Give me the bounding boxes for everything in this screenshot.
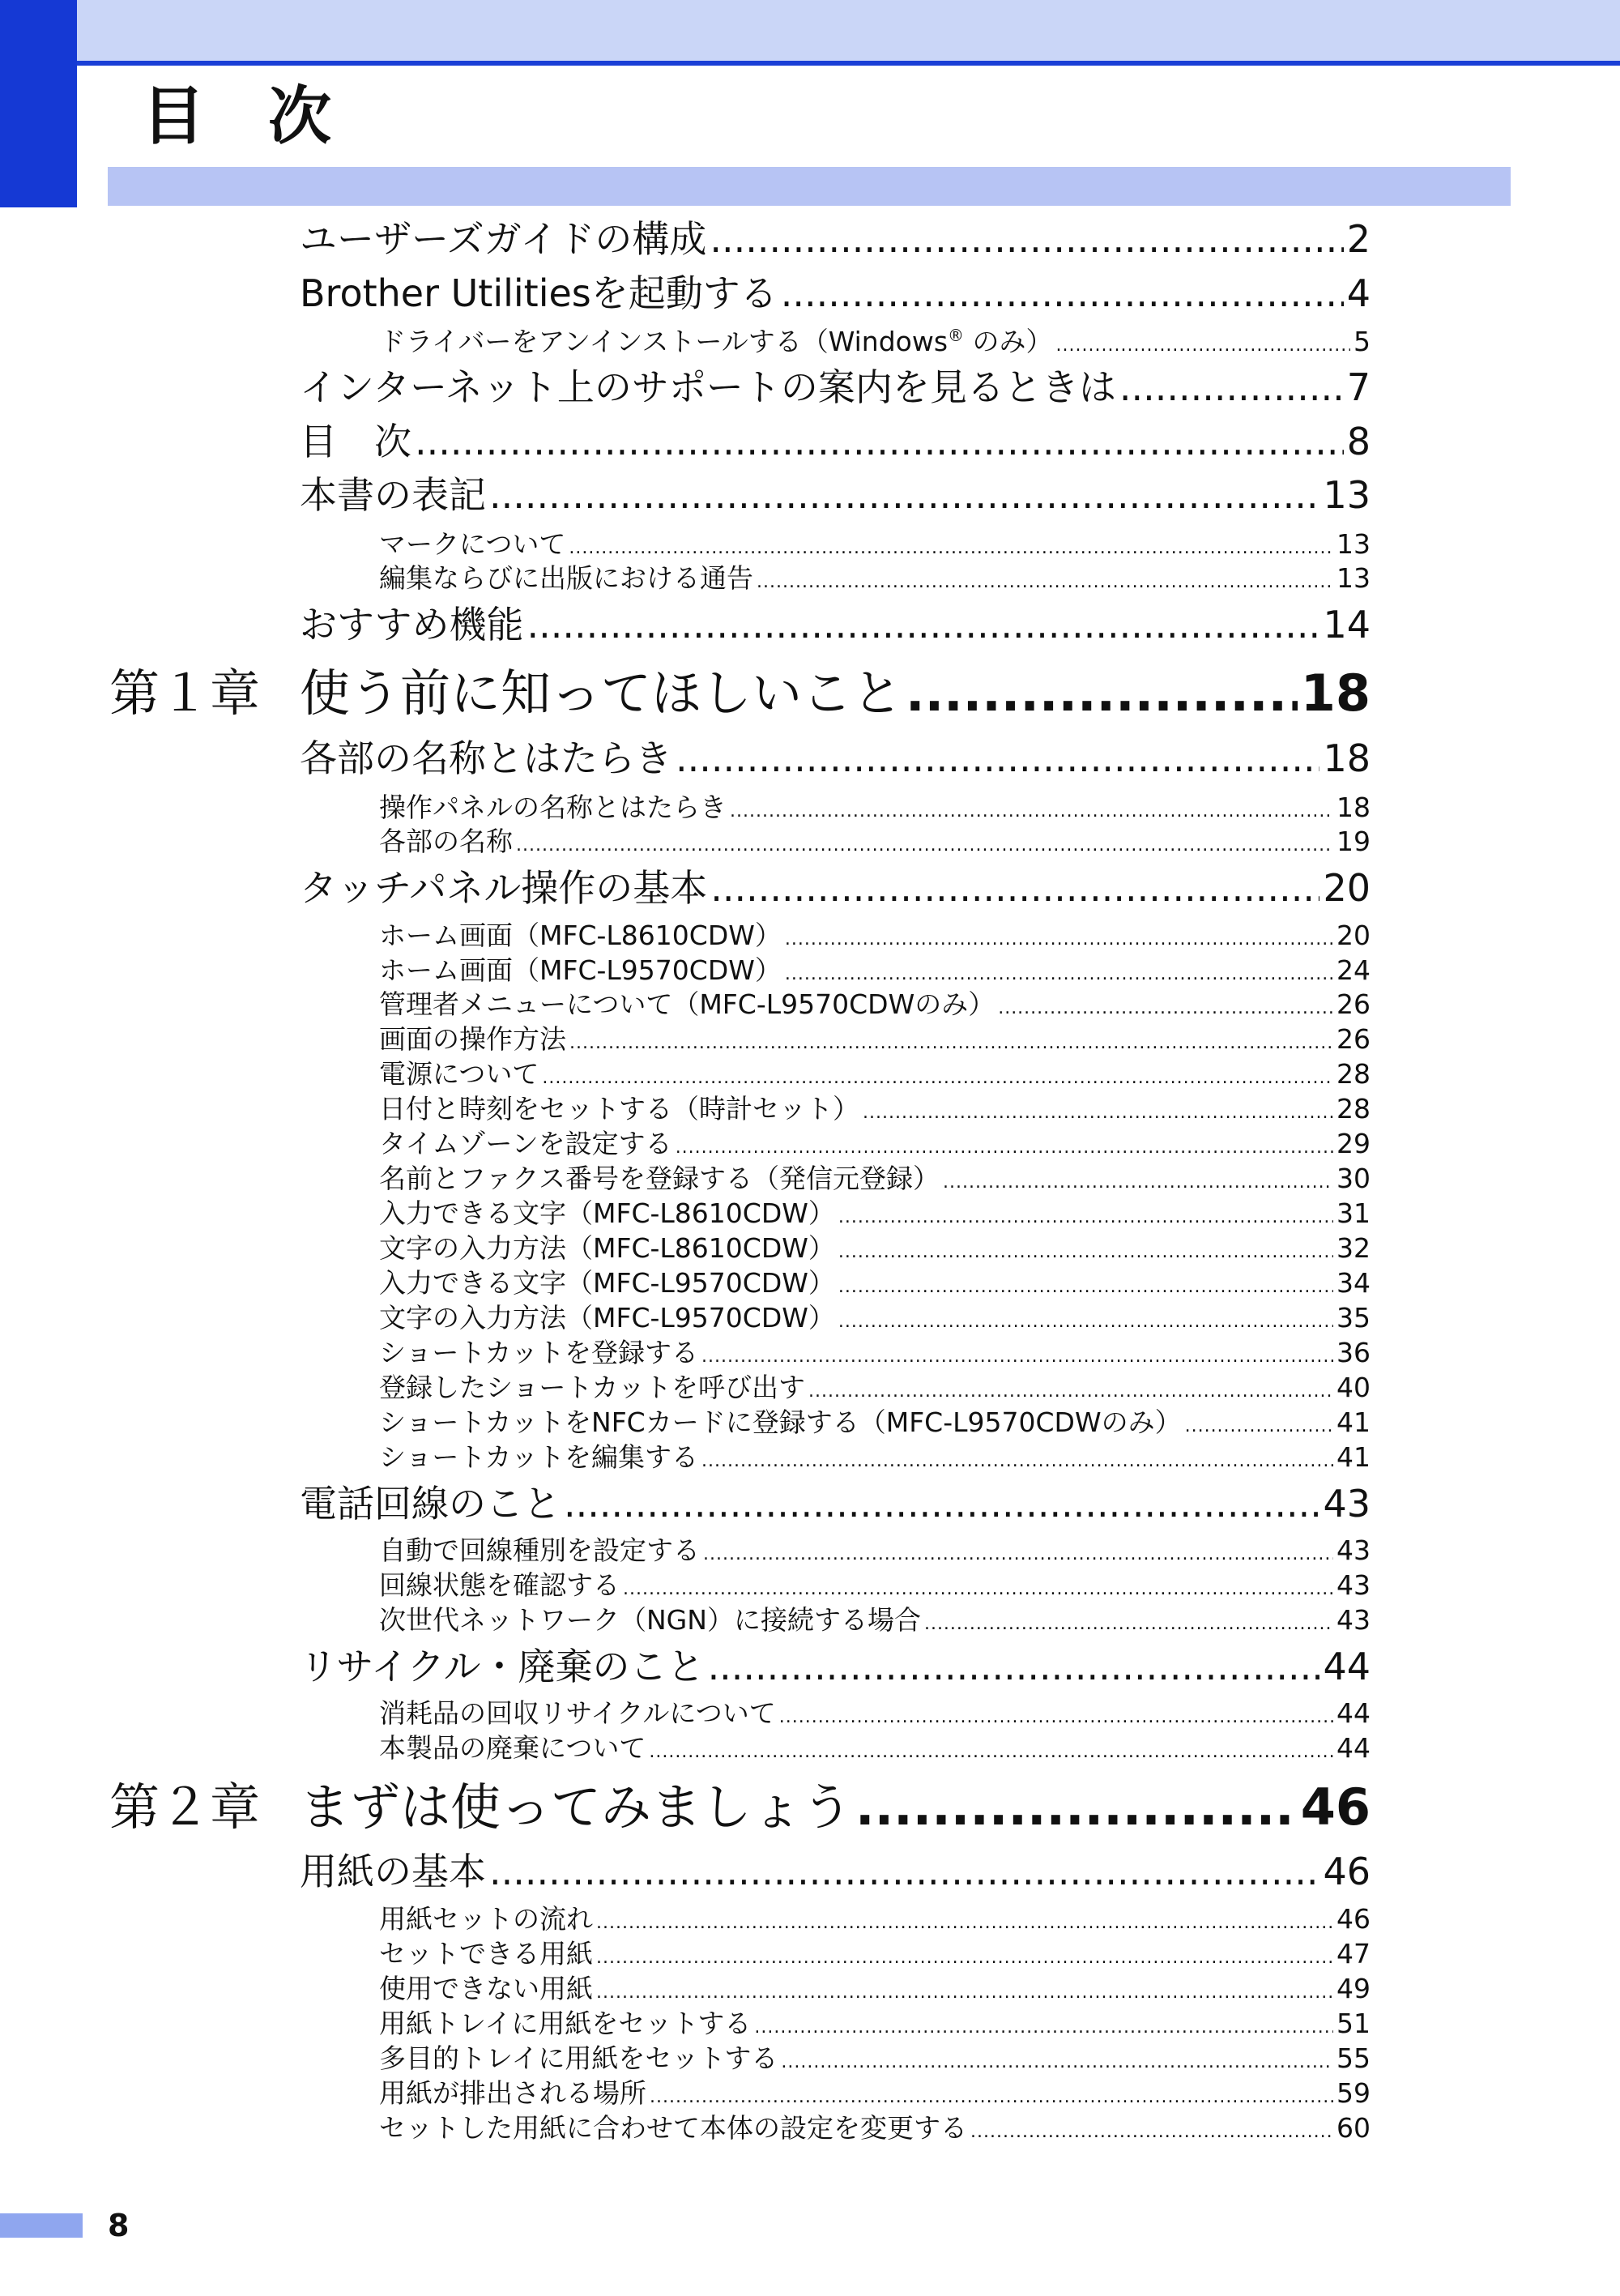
toc-page: 18 [1336,792,1371,823]
toc-sub-entry[interactable] [379,1058,1371,1095]
toc-sub-entry[interactable] [379,328,1371,362]
toc-page: 60 [1336,2112,1371,2144]
toc-page: 20 [1336,920,1371,951]
toc-label: 目 次 [300,420,411,463]
leader-dots [1056,337,1350,355]
leader-dots [710,869,1319,907]
toc-label: 多目的トレイに用紙をセットする [379,2042,778,2074]
toc-sub-entry[interactable] [379,528,1371,565]
toc-label: 文字の入力方法（MFC-L9570CDW） [379,1302,835,1334]
toc-label: 各部の名称とはたらき [300,736,672,780]
toc-page: 46 [1323,1850,1371,1893]
leader-dots [730,803,1333,821]
toc-label: タッチパネル操作の基本 [300,866,708,910]
leader-dots [489,1853,1319,1890]
toc-label: ホーム画面（MFC-L8610CDW） [379,920,782,951]
toc-sub-entry[interactable] [379,954,1371,991]
leader-dots [998,1000,1333,1018]
toc-label: 文字の入力方法（MFC-L8610CDW） [379,1232,835,1264]
leader-dots [924,1615,1333,1633]
toc-page: 43 [1336,1604,1371,1636]
toc-page: 30 [1336,1163,1371,1194]
toc-label: 本書の表記 [300,473,486,517]
toc-page: 19 [1336,826,1371,857]
leader-dots [676,740,1319,777]
toc-sub-entry[interactable] [379,2112,1371,2149]
toc-page: 44 [1336,1732,1371,1764]
toc-sub-entry[interactable] [379,1130,1371,1164]
toc-sub-entry[interactable] [379,1940,1371,1974]
toc-label: 本製品の廃棄について [379,1732,646,1764]
toc-sub-entry[interactable] [379,1197,1371,1234]
leader-dots [542,1069,1333,1087]
toc-label: 自動で回線種別を設定する [379,1534,700,1566]
toc-label: 各部の名称 [379,826,513,857]
toc-sub-entry[interactable] [379,2010,1371,2044]
toc-page: 28 [1336,1058,1371,1090]
toc-section-entry[interactable] [300,473,1371,522]
toc-sub-entry[interactable] [379,1732,1371,1769]
toc-page: 55 [1336,2042,1371,2074]
leader-dots [516,837,1333,855]
toc-label [109,664,903,723]
toc-label-main: ドライバーをアンインストールする（Windows [379,326,949,357]
leader-dots [710,220,1343,258]
toc-page: 13 [1323,473,1371,517]
chapter-number: 第２章 [109,1777,261,1837]
leader-dots [650,2089,1333,2106]
leader-dots [781,275,1344,312]
toc-label: 電話回線のこと [300,1482,561,1526]
toc-sub-entry[interactable] [379,1534,1371,1571]
toc-label: 用紙トレイに用紙をセットする [379,2008,752,2039]
toc-sub-entry[interactable] [379,922,1371,956]
toc-label: 使用できない用紙 [379,1973,593,2004]
toc-label: 用紙が排出される場所 [379,2077,646,2109]
toc-label: 消耗品の回収リサイクルについて [379,1697,776,1729]
leader-dots [970,2123,1333,2141]
toc-sub-entry[interactable] [379,562,1371,599]
toc-label: 登録したショートカットを呼び出す [379,1372,806,1403]
toc-page: 43 [1323,1482,1371,1526]
leader-dots [779,1709,1333,1726]
toc-sub-entry[interactable] [379,1339,1371,1373]
leader-dots [757,574,1333,591]
toc-section-entry[interactable] [300,365,1371,414]
leader-dots [838,1278,1333,1296]
toc-label: 操作パネルの名称とはたらき [379,792,727,823]
toc-label-suffix: のみ） [964,326,1053,357]
toc-label: 用紙セットの流れ [379,1903,593,1935]
leader-dots [781,2054,1333,2072]
toc-label: 用紙の基本 [300,1850,486,1893]
toc-section-entry[interactable] [300,217,1371,266]
toc-page: 40 [1336,1372,1371,1403]
toc-label: タイムゾーンを設定する [379,1128,672,1159]
toc-label: 入力できる文字（MFC-L9570CDW） [379,1267,835,1299]
toc-chapter-entry[interactable] [109,1777,1371,1842]
toc-page: 13 [1336,528,1371,560]
toc-page: 13 [1336,562,1371,594]
toc-sub-entry[interactable] [379,828,1371,862]
toc-label [109,1777,853,1837]
toc-label: 画面の操作方法 [379,1023,566,1055]
toc-page: 26 [1336,988,1371,1020]
toc-sub-entry[interactable] [379,1023,1371,1060]
leader-dots [1119,369,1344,406]
registered-mark: ® [948,326,965,345]
toc-page: 26 [1336,1023,1371,1055]
toc-label [379,328,1053,355]
toc-label: 編集ならびに出版における通告 [379,562,753,594]
toc-chapter-entry[interactable] [109,664,1371,728]
leader-dots [489,476,1319,514]
toc-sub-entry[interactable] [379,1406,1371,1443]
toc-label: ホーム画面（MFC-L9570CDW） [379,954,782,986]
toc-label: 日付と時刻をセットする（時計セット） [379,1093,860,1125]
leader-dots [596,1914,1333,1932]
leader-dots [703,1546,1333,1564]
leader-dots [855,1782,1298,1833]
toc-label: セットできる用紙 [379,1938,593,1970]
toc-sub-entry[interactable] [379,1304,1371,1338]
toc-section-entry[interactable] [300,603,1371,651]
chapter-title: まずは使ってみましょう [300,1777,853,1837]
toc-page: 35 [1336,1302,1371,1334]
toc-page: 32 [1336,1232,1371,1264]
toc-page: 43 [1336,1569,1371,1601]
toc-label: セットした用紙に合わせて本体の設定を変更する [379,2112,967,2144]
toc-page: 44 [1323,1645,1371,1688]
toc-section-entry[interactable] [300,1850,1371,1898]
toc-page: 4 [1346,271,1371,315]
toc-sub-entry[interactable] [379,1374,1371,1408]
toc-sub-entry[interactable] [379,794,1371,828]
toc-sub-entry[interactable] [379,1165,1371,1199]
toc-label: 名前とファクス番号を登録する（発信元登録） [379,1163,940,1194]
chapter-number: 第１章 [109,664,261,723]
toc-label: Brother Utilitiesを起動する [300,271,778,315]
toc-page: 18 [1300,664,1371,723]
leader-dots [564,1485,1319,1522]
toc-label: 回線状態を確認する [379,1569,620,1601]
toc-section-entry[interactable] [300,1482,1371,1530]
toc-label: ユーザーズガイドの構成 [300,217,707,261]
toc-section-entry[interactable] [300,1645,1371,1693]
toc-page: 41 [1336,1406,1371,1438]
toc-page: 24 [1336,954,1371,986]
leader-dots [676,1139,1333,1157]
toc-sub-entry[interactable] [379,1604,1371,1641]
toc-page: 46 [1300,1777,1371,1837]
leader-dots [808,1383,1333,1401]
toc-label: インターネット上のサポートの案内を見るときは [300,365,1116,409]
toc-section-entry[interactable] [300,420,1371,468]
toc-label: ショートカットを登録する [379,1337,699,1368]
leader-dots [596,1949,1333,1967]
toc-label: 次世代ネットワーク（NGN）に接続する場合 [379,1604,921,1636]
toc-section-entry[interactable] [300,866,1371,915]
toc-page: 31 [1336,1197,1371,1229]
leader-dots [415,423,1344,460]
leader-dots [838,1244,1333,1261]
leader-dots [863,1104,1333,1122]
toc-page: 44 [1336,1697,1371,1729]
page-number-tab [0,2213,83,2238]
toc-label: 入力できる文字（MFC-L8610CDW） [379,1197,835,1229]
leader-dots [701,1348,1333,1366]
toc-page: 29 [1336,1128,1371,1159]
toc-sub-entry[interactable] [379,1232,1371,1269]
toc-page: 41 [1336,1441,1371,1473]
toc-sub-entry[interactable] [379,1095,1371,1129]
toc-sub-entry[interactable] [379,1569,1371,1606]
toc-section-entry[interactable] [300,736,1371,785]
leader-dots [569,1035,1333,1052]
toc-sub-entry[interactable] [379,1697,1371,1734]
toc-sub-entry[interactable] [379,988,1371,1025]
toc-page: 49 [1336,1973,1371,2004]
leader-dots [708,1648,1320,1685]
toc-page: 2 [1346,217,1371,261]
toc-sub-entry[interactable] [379,2042,1371,2079]
leader-dots [569,540,1333,557]
leader-dots [701,1453,1333,1470]
toc-section-entry[interactable] [300,271,1371,320]
leader-dots [526,606,1319,643]
toc-sub-entry[interactable] [379,1903,1371,1940]
toc-page: 46 [1336,1903,1371,1935]
leader-dots [906,668,1298,719]
toc-page: 7 [1346,365,1371,409]
toc-sub-entry[interactable] [379,2077,1371,2114]
page-number: 8 [108,2208,130,2243]
leader-dots [785,966,1333,984]
toc-page: 59 [1336,2077,1371,2109]
toc-page: 47 [1336,1938,1371,1970]
toc-page: 18 [1323,736,1371,780]
leader-dots [596,1984,1333,2002]
toc-page: 34 [1336,1267,1371,1299]
leader-dots [1185,1418,1333,1436]
toc-sub-entry[interactable] [379,1267,1371,1304]
leader-dots [623,1581,1333,1598]
toc-sub-entry[interactable] [379,1975,1371,2009]
toc-sub-entry[interactable] [379,1441,1371,1478]
leader-dots [838,1313,1333,1331]
toc-label: 管理者メニューについて（MFC-L9570CDWのみ） [379,988,995,1020]
leader-dots [785,931,1333,949]
toc-page: 14 [1323,603,1371,647]
leader-dots [838,1209,1333,1227]
toc-page: 8 [1346,420,1371,463]
toc-page: 51 [1336,2008,1371,2039]
toc-page: 36 [1336,1337,1371,1368]
leader-dots [754,2019,1333,2037]
toc-page: 28 [1336,1093,1371,1125]
toc-label: おすすめ機能 [300,603,524,647]
page-title: 目 次 [142,80,332,153]
leader-dots [943,1174,1333,1192]
toc-label: ショートカットを編集する [379,1441,699,1473]
toc-label: リサイクル・廃棄のこと [300,1645,705,1688]
toc-label: ショートカットをNFCカードに登録する（MFC-L9570CDWのみ） [379,1406,1182,1438]
leader-dots [649,1743,1333,1761]
chapter-title: 使う前に知ってほしいこと [300,664,903,723]
toc-label: マークについて [379,528,566,560]
toc-page: 43 [1336,1534,1371,1566]
toc-label: 電源について [379,1058,539,1090]
toc-page: 20 [1323,866,1371,910]
toc-page: 5 [1354,326,1371,357]
